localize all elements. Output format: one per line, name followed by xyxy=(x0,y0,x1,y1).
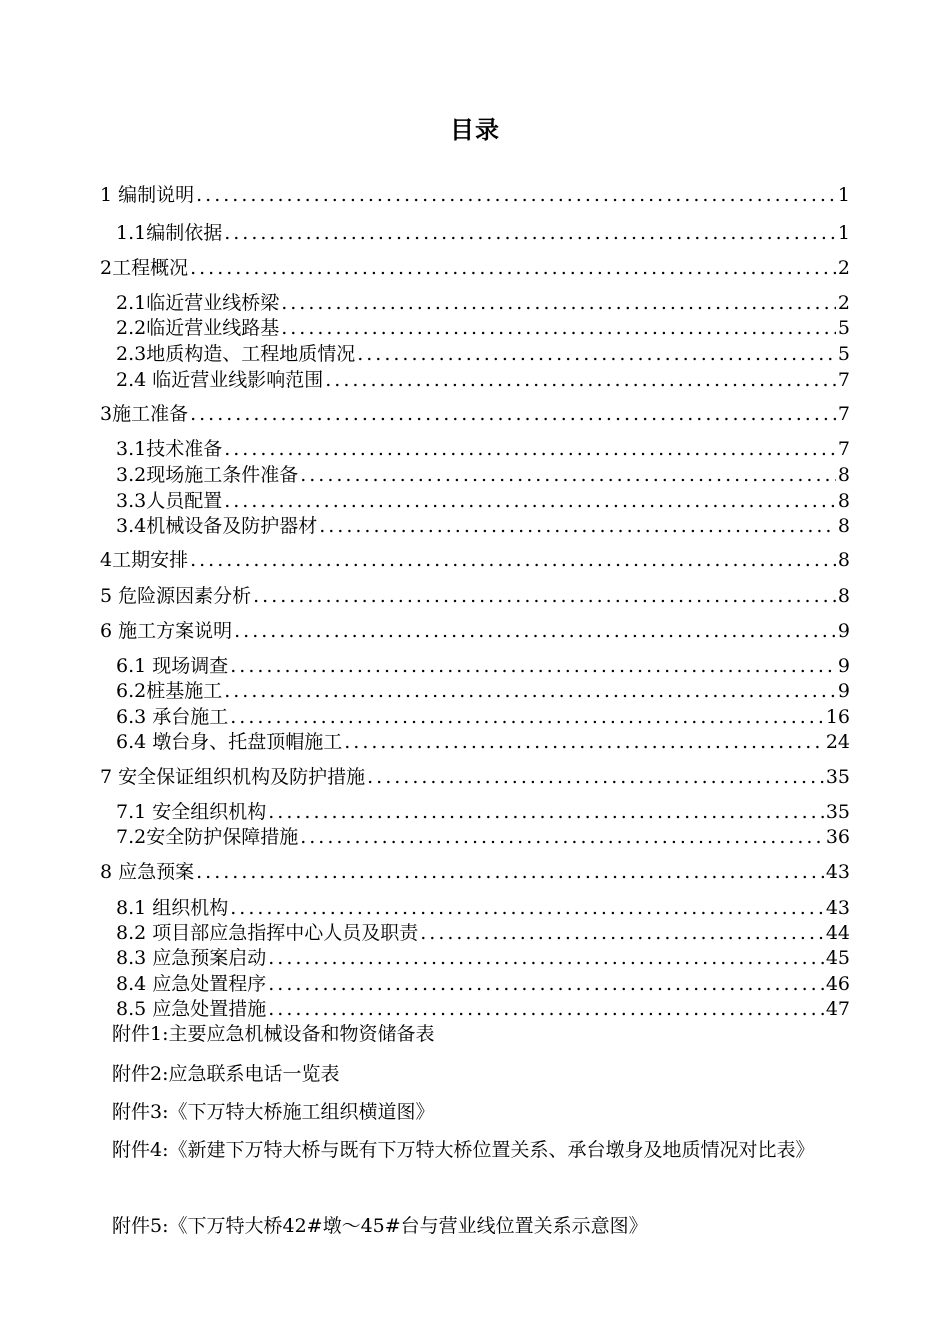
dot-leader xyxy=(196,183,836,207)
dot-leader xyxy=(319,514,836,538)
dot-leader xyxy=(253,584,836,608)
dot-leader xyxy=(367,765,824,789)
toc-entry-page: 35 xyxy=(825,766,850,788)
toc-entry-label: 1 编制说明 xyxy=(100,184,195,206)
dot-leader xyxy=(300,463,836,487)
toc-entry[interactable] xyxy=(116,342,850,366)
toc-entry-label: 3.4机械设备及防护器材 xyxy=(116,515,318,537)
dot-leader xyxy=(224,489,836,513)
dot-leader xyxy=(234,619,836,643)
appendix-item[interactable]: 附件3:《下万特大桥施工组织横道图》 xyxy=(112,1101,435,1123)
toc-entry-label: 2.3地质构造、工程地质情况 xyxy=(116,343,356,365)
toc-entry-label: 8 应急预案 xyxy=(100,861,195,883)
toc-entry[interactable] xyxy=(116,654,850,678)
appendix-item[interactable]: 附件5:《下万特大桥42#墩～45#台与营业线位置关系示意图》 xyxy=(112,1215,648,1237)
toc-entry-page: 7 xyxy=(837,369,850,391)
toc-entry-page: 5 xyxy=(837,343,850,365)
toc-entry-label: 4工期安排 xyxy=(100,549,189,571)
dot-leader xyxy=(196,860,824,884)
toc-entry-page: 9 xyxy=(837,680,850,702)
dot-leader xyxy=(300,825,824,849)
toc-entry[interactable] xyxy=(116,921,850,945)
toc-entry[interactable] xyxy=(100,402,850,426)
toc-entry-page: 9 xyxy=(837,620,850,642)
toc-entry-label: 2.1临近营业线桥梁 xyxy=(116,292,280,314)
toc-entry[interactable] xyxy=(116,800,850,824)
toc-entry[interactable] xyxy=(116,291,850,315)
appendix-item[interactable]: 附件1:主要应急机械设备和物资储备表 xyxy=(112,1023,435,1045)
toc-entry-page: 8 xyxy=(837,585,850,607)
toc-entry-page: 1 xyxy=(837,184,850,206)
toc-entry-page: 35 xyxy=(825,801,850,823)
toc-entry[interactable] xyxy=(116,705,850,729)
toc-entry-page: 7 xyxy=(837,438,850,460)
toc-entry-label: 8.4 应急处置程序 xyxy=(116,973,267,995)
toc-entry-page: 8 xyxy=(837,490,850,512)
toc-entry[interactable] xyxy=(116,368,850,392)
dot-leader xyxy=(357,342,836,366)
toc-entry[interactable] xyxy=(100,183,850,207)
toc-entry-page: 2 xyxy=(837,257,850,279)
toc-entry-label: 8.3 应急预案启动 xyxy=(116,947,267,969)
toc-entry[interactable] xyxy=(116,896,850,920)
appendix-item[interactable]: 附件2:应急联系电话一览表 xyxy=(112,1063,340,1085)
toc-entry-label: 8.5 应急处置措施 xyxy=(116,998,267,1020)
dot-leader xyxy=(281,316,836,340)
dot-leader xyxy=(230,896,824,920)
toc-entry[interactable] xyxy=(116,316,850,340)
toc-entry-label: 5 危险源因素分析 xyxy=(100,585,252,607)
toc-entry-page: 8 xyxy=(837,549,850,571)
dot-leader xyxy=(190,402,836,426)
toc-entry-page: 2 xyxy=(837,292,850,314)
toc-entry-label: 3.2现场施工条件准备 xyxy=(116,464,299,486)
toc-entry[interactable] xyxy=(100,860,850,884)
dot-leader xyxy=(224,221,836,245)
toc-entry[interactable] xyxy=(116,514,850,538)
toc-entry-page: 36 xyxy=(825,826,850,848)
dot-leader xyxy=(268,800,824,824)
toc-entry[interactable] xyxy=(116,825,850,849)
toc-entry[interactable] xyxy=(100,619,850,643)
toc-entry-label: 2.4 临近营业线影响范围 xyxy=(116,369,324,391)
toc-entry-label: 2工程概况 xyxy=(100,257,189,279)
toc-entry-label: 7 安全保证组织机构及防护措施 xyxy=(100,766,366,788)
toc-entry-label: 6 施工方案说明 xyxy=(100,620,233,642)
toc-entry[interactable] xyxy=(116,730,850,754)
toc-entry-label: 6.2桩基施工 xyxy=(116,680,223,702)
toc-entry-label: 6.3 承台施工 xyxy=(116,706,229,728)
toc-entry[interactable] xyxy=(100,765,850,789)
dot-leader xyxy=(281,291,836,315)
dot-leader xyxy=(420,921,824,945)
toc-entry[interactable] xyxy=(116,437,850,461)
toc-entry-page: 47 xyxy=(825,998,850,1020)
toc-entry[interactable] xyxy=(116,679,850,703)
dot-leader xyxy=(230,705,824,729)
toc-entry-label: 3施工准备 xyxy=(100,403,189,425)
toc-entry[interactable] xyxy=(100,256,850,280)
toc-entry-page: 5 xyxy=(837,317,850,339)
toc-entry[interactable] xyxy=(100,548,850,572)
toc-entry-page: 1 xyxy=(837,222,850,244)
dot-leader xyxy=(344,730,824,754)
toc-entry-page: 8 xyxy=(837,515,850,537)
dot-leader xyxy=(224,437,836,461)
toc-entry-page: 7 xyxy=(837,403,850,425)
toc-entry-page: 24 xyxy=(825,731,850,753)
toc-entry[interactable] xyxy=(116,946,850,970)
toc-entry-page: 44 xyxy=(825,922,850,944)
toc-entry-label: 8.1 组织机构 xyxy=(116,897,229,919)
dot-leader xyxy=(268,972,824,996)
toc-entry-label: 1.1编制依据 xyxy=(116,222,223,244)
dot-leader xyxy=(190,256,836,280)
dot-leader xyxy=(230,654,836,678)
toc-entry-page: 16 xyxy=(825,706,850,728)
toc-entry-label: 6.4 墩台身、托盘顶帽施工 xyxy=(116,731,343,753)
toc-entry-page: 45 xyxy=(825,947,850,969)
toc-entry[interactable] xyxy=(100,584,850,608)
toc-entry-label: 7.1 安全组织机构 xyxy=(116,801,267,823)
toc-entry-label: 7.2安全防护保障措施 xyxy=(116,826,299,848)
dot-leader xyxy=(268,946,824,970)
toc-entry[interactable] xyxy=(116,489,850,513)
toc-entry-page: 8 xyxy=(837,464,850,486)
toc-entry[interactable] xyxy=(116,463,850,487)
toc-entry-label: 3.3人员配置 xyxy=(116,490,223,512)
dot-leader xyxy=(325,368,836,392)
toc-entry-label: 8.2 项目部应急指挥中心人员及职责 xyxy=(116,922,419,944)
toc-entry-page: 43 xyxy=(825,861,850,883)
toc-entry-page: 46 xyxy=(825,973,850,995)
toc-entry-page: 9 xyxy=(837,655,850,677)
toc-entry[interactable] xyxy=(116,972,850,996)
dot-leader xyxy=(190,548,836,572)
toc-entry-label: 6.1 现场调查 xyxy=(116,655,229,677)
appendix-item[interactable]: 附件4:《新建下万特大桥与既有下万特大桥位置关系、承台墩身及地质情况对比表》 xyxy=(112,1139,815,1161)
toc-title: 目录 xyxy=(450,116,500,144)
toc-entry-label: 3.1技术准备 xyxy=(116,438,223,460)
toc-entry-label: 2.2临近营业线路基 xyxy=(116,317,280,339)
dot-leader xyxy=(224,679,836,703)
toc-entry[interactable] xyxy=(116,221,850,245)
toc-entry-page: 43 xyxy=(825,897,850,919)
